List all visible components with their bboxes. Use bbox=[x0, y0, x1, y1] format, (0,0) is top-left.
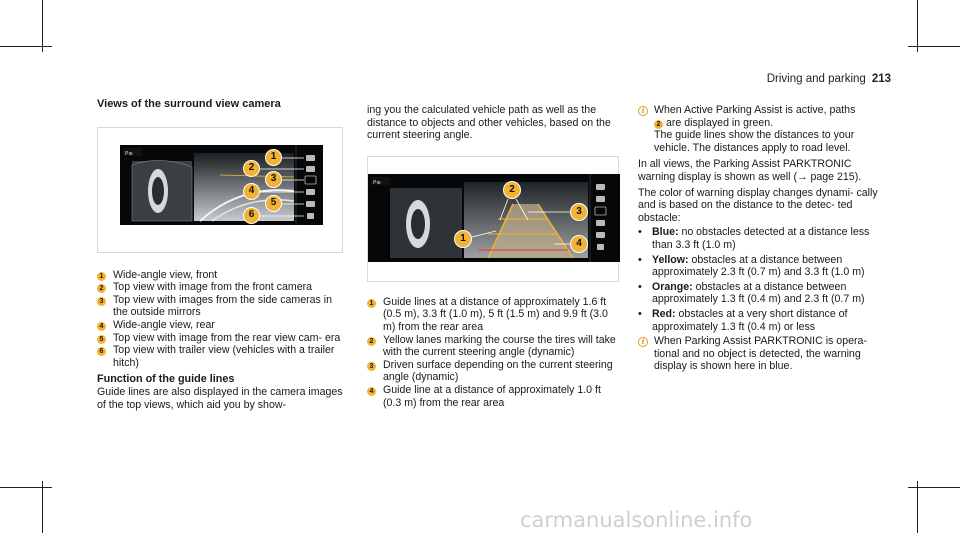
list-item: • Orange: obstacles at a distance between approximately 1.3 ft (0.4 m) and 2.3 ft (0.7 m) bbox=[638, 280, 865, 306]
number-badge: 1 bbox=[367, 299, 376, 308]
note1-text: The guide lines show the distances to your vehicle. The distances apply to road level. bbox=[654, 129, 855, 154]
number-badge: 2 bbox=[654, 120, 663, 129]
camera-screen bbox=[120, 145, 323, 225]
p-tag: P≡ bbox=[373, 179, 381, 186]
column-3 bbox=[638, 104, 884, 377]
p-tag: P≡ bbox=[125, 150, 133, 157]
crop-mark bbox=[917, 0, 918, 52]
leader-lines bbox=[120, 145, 323, 225]
callout-2: 2 bbox=[503, 181, 521, 199]
list-item: 3 Driven surface depending on the current steering angle (dynamic) bbox=[367, 359, 617, 384]
note1-line: When Active Parking Assist is active, paths bbox=[654, 104, 856, 116]
list-item: 3 Top view with images from the side cameras in the outside mirrors bbox=[97, 294, 345, 319]
number-badge: 6 bbox=[97, 347, 106, 356]
info-note bbox=[638, 335, 884, 373]
number-badge: 2 bbox=[97, 284, 106, 293]
section-title: Views of the surround view camera bbox=[97, 98, 281, 110]
crop-mark bbox=[42, 0, 43, 52]
number-badge: 2 bbox=[367, 337, 376, 346]
list-item: 2 Yellow lanes marking the course the tires will take with the current steering angle (dynamic) bbox=[367, 334, 617, 359]
list-item: • Blue: no obstacles detected at a distance less than 3.3 ft (1.0 m) bbox=[638, 226, 870, 251]
figure2-legend bbox=[367, 296, 617, 409]
crop-mark bbox=[917, 481, 918, 533]
list-item: 4 Guide line at a distance of approximately 1.0 ft (0.3 m) from the rear area bbox=[367, 384, 617, 409]
figure-surround-view bbox=[97, 127, 343, 253]
figure1-legend bbox=[97, 269, 345, 370]
leader-lines bbox=[368, 174, 620, 262]
list-item: 1 Wide-angle view, front bbox=[97, 269, 345, 282]
callout-1: 1 bbox=[454, 230, 472, 248]
watermark: carmanualsonline.info bbox=[520, 508, 753, 532]
subsection-title: Function of the guide lines bbox=[97, 373, 235, 386]
callout-5: 5 bbox=[265, 195, 282, 212]
callout-2: 2 bbox=[243, 160, 260, 177]
camera-screen bbox=[368, 174, 620, 262]
header-section: Driving and parking bbox=[766, 73, 866, 85]
callout-3: 3 bbox=[570, 203, 588, 221]
list-item: 4 Wide-angle view, rear bbox=[97, 319, 345, 332]
number-badge: 1 bbox=[97, 272, 106, 281]
note1-line: 2 are displayed in green. bbox=[654, 117, 884, 130]
number-badge: 3 bbox=[367, 362, 376, 371]
list-item: • Yellow: obstacles at a distance between approximately 2.3 ft (0.7 m) and 3.3 ft (1.0 m) bbox=[638, 253, 865, 279]
color-bullets bbox=[638, 226, 884, 333]
column-1 bbox=[97, 98, 345, 411]
list-item: 5 Top view with image from the rear view cam- era bbox=[97, 332, 345, 345]
info-icon: i bbox=[638, 337, 648, 347]
number-badge: 4 bbox=[97, 322, 106, 331]
callout-1: 1 bbox=[265, 149, 282, 166]
page-header bbox=[767, 73, 891, 85]
paragraph: The color of warning display changes dynami- cally and is based on the distance to the detec- ted obstacle: bbox=[638, 186, 878, 224]
crop-mark bbox=[42, 481, 43, 533]
list-item: 1 Guide lines at a distance of approximately 1.6 ft (0.5 m), 3.3 ft (1.0 m), 5 ft (1.5 m) and 9.9 ft (3.0 m) from the rear area bbox=[367, 296, 617, 334]
paragraph: In all views, the Parking Assist PARKTRONIC warning display is shown as well (→ page 215). bbox=[638, 158, 862, 183]
guide-text: Guide lines are also displayed in the camera images of the top views, which aid you by show- bbox=[97, 385, 343, 411]
info-icon: i bbox=[638, 106, 648, 116]
note2-text: When Parking Assist PARKTRONIC is opera- tional and no object is detected, the warning display is shown here in blue. bbox=[654, 335, 867, 373]
callout-6: 6 bbox=[243, 207, 260, 224]
crop-mark bbox=[908, 487, 960, 488]
crop-mark bbox=[908, 46, 960, 47]
callout-4: 4 bbox=[570, 235, 588, 253]
info-note bbox=[638, 104, 884, 154]
figure-guide-lines bbox=[367, 156, 619, 282]
number-badge: 5 bbox=[97, 335, 106, 344]
list-item: • Red: obstacles at a very short distance of approximately 1.3 ft (0.4 m) or less bbox=[638, 307, 848, 333]
callout-3: 3 bbox=[265, 171, 282, 188]
intro-text: ing you the calculated vehicle path as well as the distance to objects and other vehicles, based on the current steering angle. bbox=[367, 104, 611, 142]
crop-mark bbox=[0, 46, 52, 47]
list-item: 2 Top view with image from the front camera bbox=[97, 281, 345, 294]
list-item: 6 Top view with trailer view (vehicles with a trailer hitch) bbox=[97, 344, 345, 369]
number-badge: 3 bbox=[97, 297, 106, 306]
number-badge: 4 bbox=[367, 387, 376, 396]
column-2 bbox=[367, 104, 617, 409]
page-number: 213 bbox=[871, 73, 891, 85]
crop-mark bbox=[0, 487, 52, 488]
callout-4: 4 bbox=[243, 183, 260, 200]
